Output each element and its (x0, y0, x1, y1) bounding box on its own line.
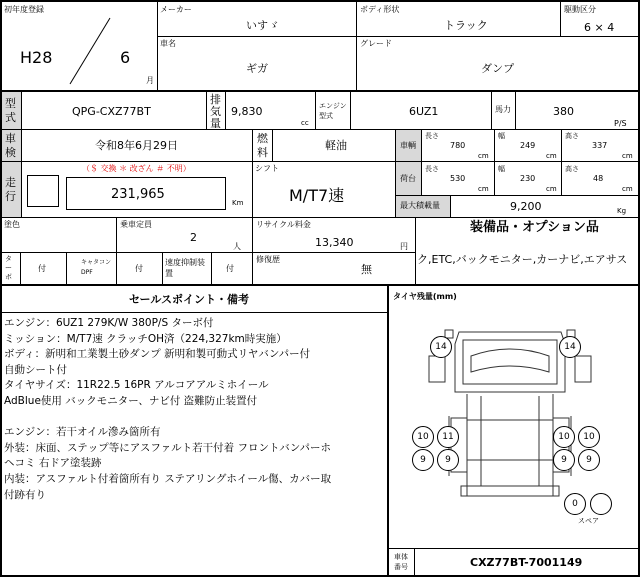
vehicle-width-label: 幅 (498, 132, 505, 140)
registration-label: 初年度登録 (4, 5, 44, 14)
displacement-unit: cc (301, 119, 309, 127)
mileage-label: 走行 (5, 176, 16, 203)
bed-width-label: 幅 (498, 165, 505, 173)
displacement-value: 9,830 (231, 105, 263, 118)
vehicle-height-label: 高さ (565, 132, 579, 140)
tire-spare: 0 (564, 493, 586, 515)
turbo-label: ターボ (5, 255, 12, 281)
horsepower-value: 380 (553, 105, 574, 118)
vehicle-length-label: 長さ (425, 132, 439, 140)
tire-rear2-left-inner: 9 (437, 449, 459, 471)
equipment-clip (417, 252, 638, 268)
color-label: 塗色 (4, 220, 20, 229)
sales-line: エンジン：若干オイル滲み箇所有 (4, 426, 161, 439)
sales-line: 自動シート付 (4, 363, 67, 376)
mileage-value: 231,965 (111, 187, 165, 202)
horsepower-label: 馬力 (495, 105, 511, 114)
maker-label: メーカー (160, 5, 192, 14)
tire-rear1-right-inner: 10 (553, 426, 575, 448)
recycle-value: 13,340 (315, 236, 354, 249)
grade-value: ダンプ (481, 62, 515, 75)
max-load-unit: Kg (617, 207, 627, 215)
bed-width-value: 230 (520, 174, 536, 183)
max-load-label: 最大積載量 (400, 201, 440, 210)
shift-label: シフト (255, 164, 279, 173)
tire-rear2-right-outer: 9 (578, 449, 600, 471)
tire-front-left: 14 (430, 336, 452, 358)
turbo-value: 付 (38, 264, 46, 273)
sales-line: ヘコミ 右ドア塗装跡 (4, 457, 102, 470)
car-name-value: ギガ (246, 62, 268, 75)
tire-rear2-right-inner: 9 (553, 449, 575, 471)
capacity-unit: 人 (233, 242, 241, 251)
bed-height-value: 48 (593, 174, 604, 183)
sales-line: 外装：床面、ステップ等にアスファルト若干付着 フロントバンパーホ (4, 441, 332, 454)
vehicle-length-value: 780 (450, 141, 466, 150)
capacity-label: 乗車定員 (120, 220, 152, 229)
mileage-unit: Km (232, 199, 244, 207)
engine-label: エンジン型式 (319, 102, 347, 120)
engine-value: 6UZ1 (409, 105, 439, 118)
fuel-value: 軽油 (325, 139, 347, 152)
maker-value: いすゞ (246, 19, 279, 32)
drive-value: 6 × 4 (584, 21, 615, 34)
grade-label: グレード (360, 39, 392, 48)
sales-line: ミッション：M/T7速 クラッチOH済（224,327km時実施） (4, 332, 287, 345)
bed-height-unit: cm (622, 185, 633, 193)
vehicle-height-unit: cm (622, 152, 633, 160)
vehicle-length-unit: cm (478, 152, 489, 160)
equipment-title: 装備品・オプション品 (470, 220, 599, 235)
vin-value: CXZ77BT-7001149 (470, 556, 583, 569)
capacity-value: 2 (190, 231, 197, 244)
inspection-label: 車検 (5, 132, 16, 159)
sales-line: AdBlue使用 バックモニター、ナビ付 盗難防止装置付 (4, 394, 258, 407)
bed-length-value: 530 (450, 174, 466, 183)
model-value: QPG-CXZ77BT (72, 105, 151, 118)
registration-month-unit: 月 (146, 76, 154, 85)
drive-label: 駆動区分 (564, 5, 596, 14)
tire-front-right: 14 (559, 336, 581, 358)
sales-line: エンジン：6UZ1 279K/W 380P/S ターボ付 (4, 317, 214, 329)
sales-notes (4, 316, 382, 503)
registration-month: 6 (120, 48, 131, 67)
shift-value: M/T7速 (289, 186, 345, 205)
repair-value: 無 (361, 263, 372, 276)
tire-title: タイヤ残量(mm) (393, 292, 457, 301)
limiter-label: 速度抑制装置 (165, 258, 205, 278)
vehicle-dims-label: 車輌 (400, 141, 416, 150)
tire-rear1-left-outer: 10 (412, 426, 434, 448)
sales-line: ボディ：新明和工業製土砂ダンプ 新明和製可動式リヤバンパー付 (4, 348, 311, 361)
bed-width-unit: cm (546, 185, 557, 193)
bed-length-unit: cm (478, 185, 489, 193)
vin-label: 車体番号 (394, 553, 408, 571)
mileage-status-box (27, 175, 59, 207)
tire-rear1-right-outer: 10 (578, 426, 600, 448)
sales-line: 内装：アスファルト付着箇所有り ステアリングホイール傷、カバー取 (4, 472, 332, 485)
sales-title: セールスポイント・備考 (129, 293, 250, 306)
registration-era: H28 (20, 48, 53, 67)
model-label: 型式 (5, 97, 16, 124)
fuel-label: 燃料 (257, 132, 268, 159)
repair-label: 修復歴 (256, 255, 280, 264)
mileage-notes: （＄ 交換 ＊ 改ざん ＃ 不明） (82, 164, 191, 173)
sales-line: 付跡有り (4, 488, 46, 501)
tire-spare-outline (590, 493, 612, 515)
vehicle-height-value: 337 (592, 141, 608, 150)
tire-spare-label: スペア (578, 517, 599, 525)
vehicle-width-unit: cm (546, 152, 557, 160)
displacement-label: 排気量 (210, 93, 221, 130)
tire-rear2-left-outer: 9 (412, 449, 434, 471)
equipment-value: ク,ETC,バックモニター,カーナビ,エアサス (417, 253, 628, 266)
inspection-value: 令和8年6月29日 (95, 139, 178, 152)
vehicle-width-value: 249 (520, 141, 536, 150)
recycle-label: リサイクル料金 (256, 220, 311, 229)
car-name-label: 車名 (160, 39, 176, 48)
catalyst-value: 付 (135, 264, 143, 273)
max-load-value: 9,200 (510, 200, 542, 213)
sales-line: タイヤサイズ：11R22.5 16PR アルコアアルミホイール (4, 379, 269, 392)
bed-length-label: 長さ (425, 165, 439, 173)
bed-height-label: 高さ (565, 165, 579, 173)
recycle-unit: 円 (400, 242, 408, 251)
bed-dims-label: 荷台 (400, 174, 416, 183)
sales-line (4, 410, 382, 426)
horsepower-unit: P/S (614, 119, 627, 128)
tire-rear1-left-inner: 11 (437, 426, 459, 448)
body-type-value: トラック (444, 19, 488, 32)
catalyst-label: キャタコン DPF (81, 259, 112, 276)
body-type-label: ボディ形状 (360, 5, 400, 14)
limiter-value: 付 (226, 264, 234, 273)
